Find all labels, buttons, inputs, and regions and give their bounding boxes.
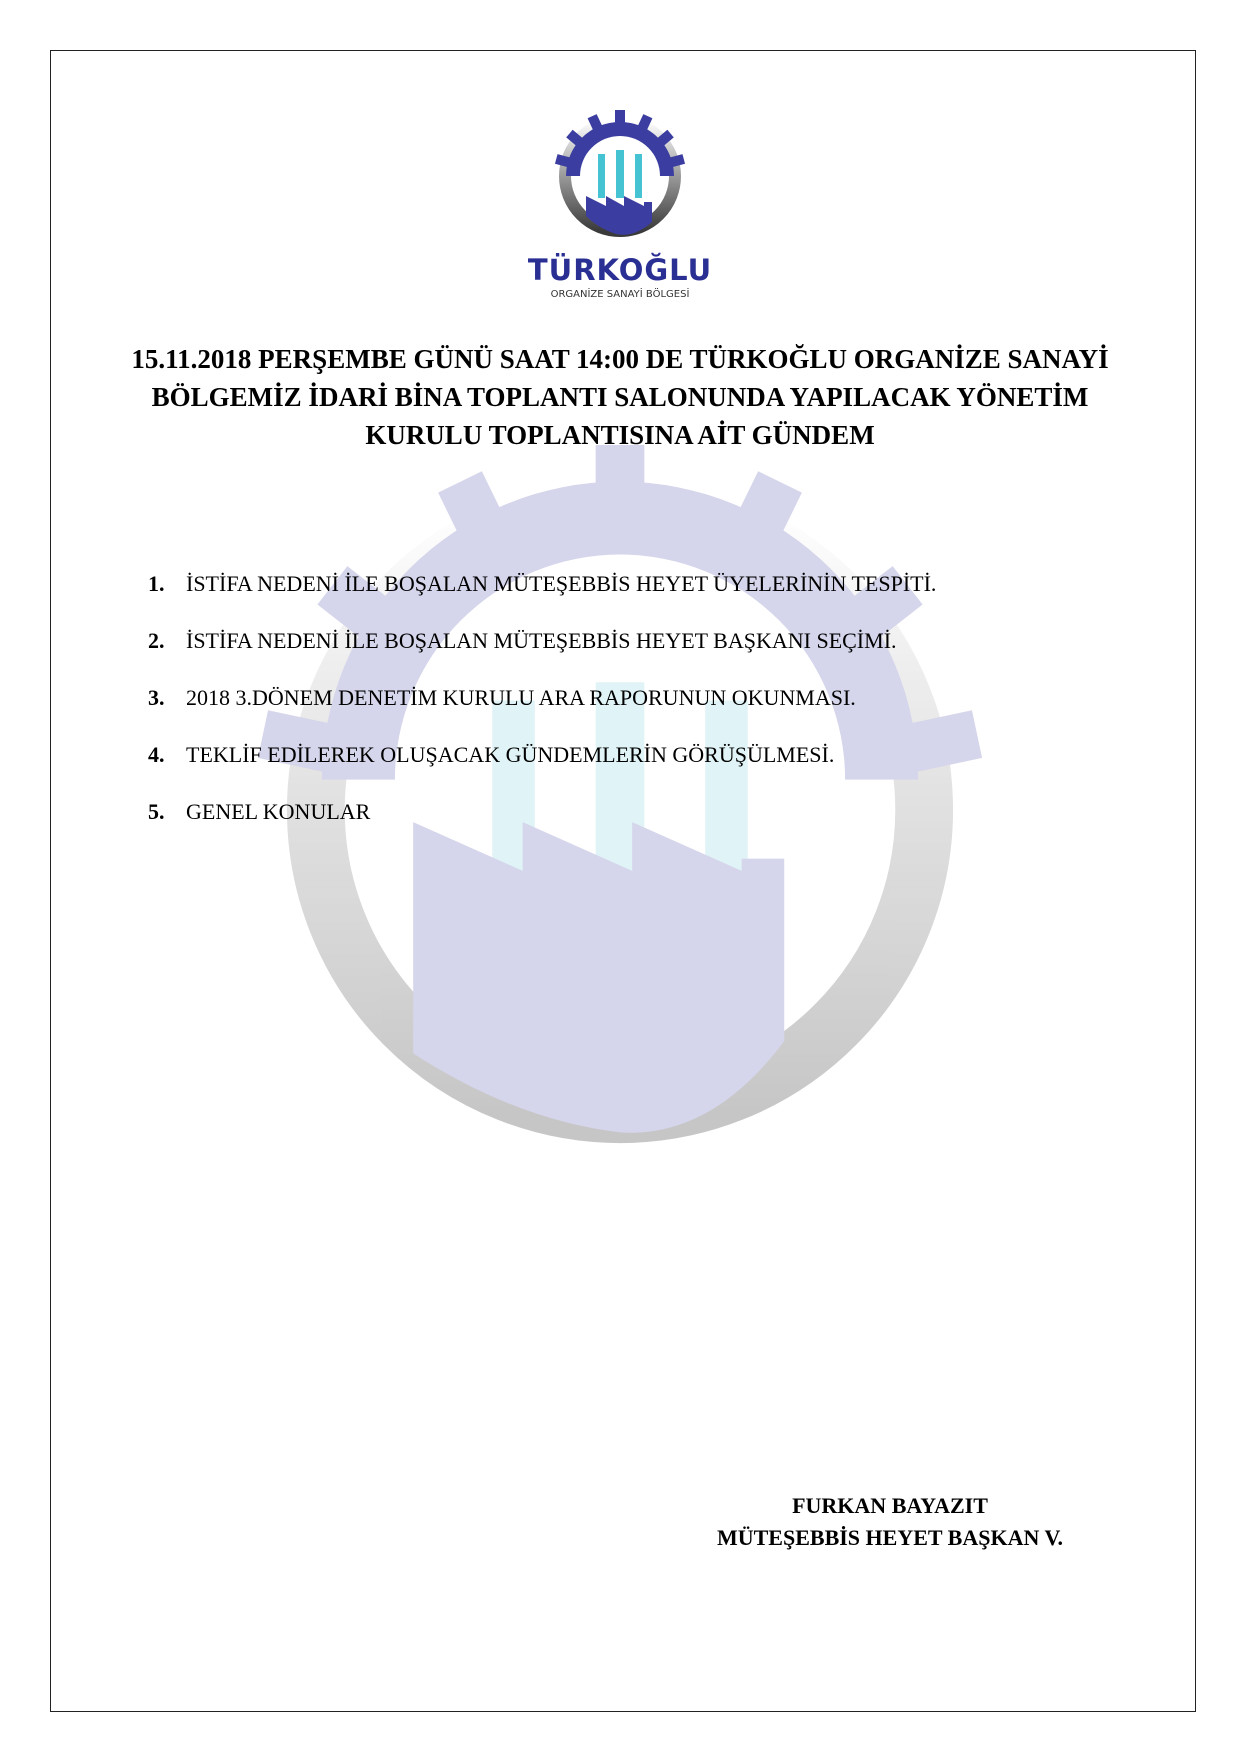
agenda-item-text: GENEL KONULAR	[186, 799, 371, 824]
logo-wordmark: TÜRKOĞLU	[527, 253, 713, 287]
signatory-name: FURKAN BAYAZIT	[792, 1493, 988, 1518]
signature-block	[680, 1490, 1100, 1554]
agenda-list	[148, 570, 936, 855]
agenda-item-number: 3.	[148, 685, 165, 710]
title-line-3: KURULU TOPLANTISINA AİT GÜNDEM	[365, 420, 875, 450]
agenda-item-text: İSTİFA NEDENİ İLE BOŞALAN MÜTEŞEBBİS HEYET ÜYELERİNİN TESPİTİ.	[186, 571, 937, 596]
agenda-item-number: 1.	[148, 571, 165, 596]
agenda-item	[148, 570, 936, 627]
agenda-item-text: İSTİFA NEDENİ İLE BOŞALAN MÜTEŞEBBİS HEYET BAŞKANI SEÇİMİ.	[186, 628, 897, 653]
logo-subtitle: ORGANİZE SANAYİ BÖLGESİ	[550, 289, 690, 300]
title-line-1: 15.11.2018 PERŞEMBE GÜNÜ SAAT 14:00 DE TÜRKOĞLU ORGANİZE SANAYİ	[131, 344, 1109, 374]
agenda-item	[148, 684, 936, 741]
agenda-item	[148, 741, 936, 798]
agenda-item	[148, 798, 936, 855]
agenda-item-number: 5.	[148, 799, 165, 824]
title-line-2: BÖLGEMİZ İDARİ BİNA TOPLANTI SALONUNDA YAPILACAK YÖNETİM	[151, 382, 1089, 412]
agenda-item-number: 4.	[148, 742, 165, 767]
agenda-item	[148, 627, 936, 684]
agenda-item-text: TEKLİF EDİLEREK OLUŞACAK GÜNDEMLERİN GÖRÜŞÜLMESİ.	[186, 742, 835, 767]
signatory-role: MÜTEŞEBBİS HEYET BAŞKAN V.	[716, 1525, 1064, 1550]
agenda-item-number: 2.	[148, 628, 165, 653]
agenda-item-text: 2018 3.DÖNEM DENETİM KURULU ARA RAPORUNUN OKUNMASI.	[186, 685, 856, 710]
document-title	[70, 340, 1170, 454]
